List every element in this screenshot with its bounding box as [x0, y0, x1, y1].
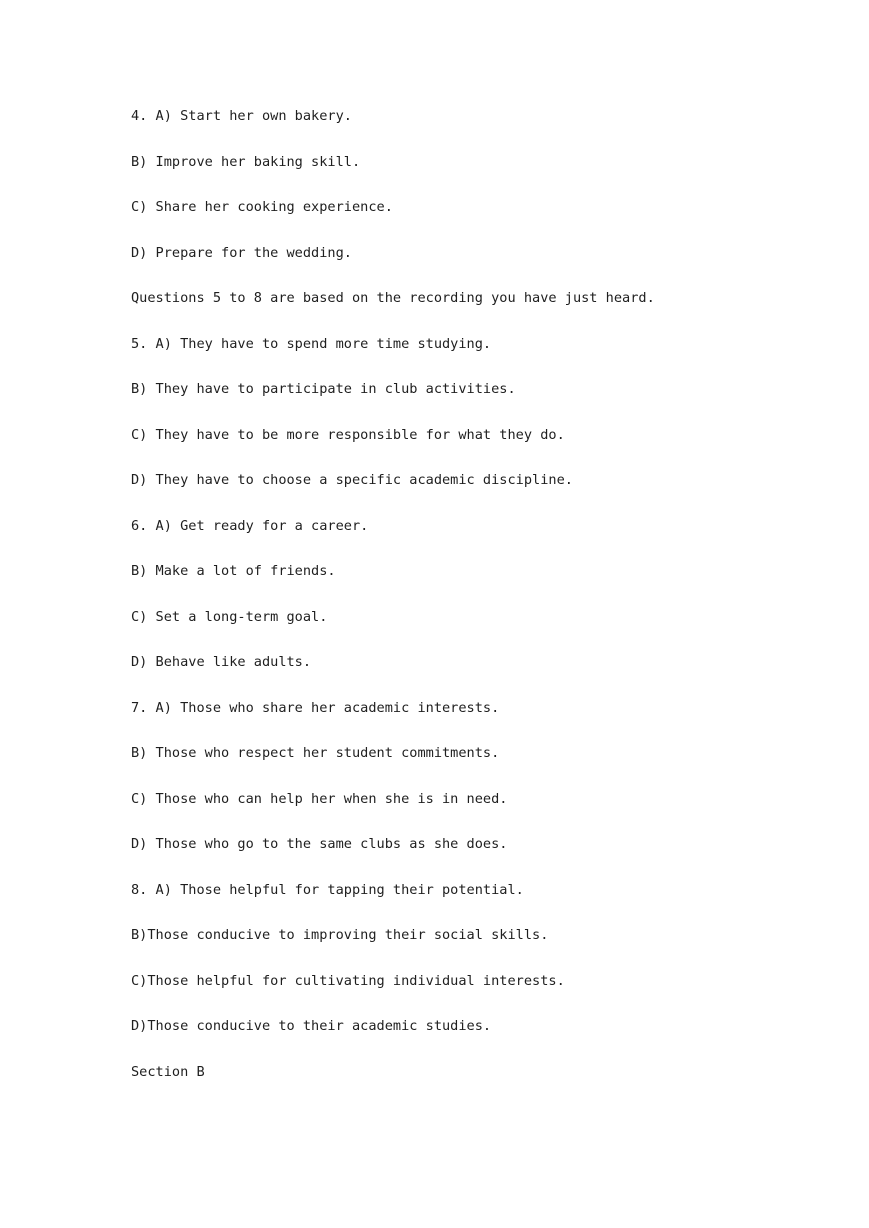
question-8-option-d: D)Those conducive to their academic studies.: [131, 1018, 492, 1034]
question-5-option-c: C) They have to be more responsible for what they do.: [131, 426, 565, 443]
question-6-option-b: B) Make a lot of friends.: [131, 563, 336, 579]
text-lines: [131, 105, 655, 1106]
question-8-option-b: B)Those conducive to improving their social skills.: [131, 927, 549, 943]
question-5-option-a: 5. A) They have to spend more time studying.: [131, 335, 492, 352]
question-8-option-c: C)Those helpful for cultivating individual interests.: [131, 972, 565, 989]
question-5-option-b: B) They have to participate in club activities.: [131, 381, 516, 397]
question-4-option-d: D) Prepare for the wedding.: [131, 244, 352, 261]
question-7-option-d: D) Those who go to the same clubs as she does.: [131, 836, 508, 852]
question-6-option-a: 6. A) Get ready for a career.: [131, 517, 369, 534]
question-4-option-c: C) Share her cooking experience.: [131, 199, 393, 215]
section-heading: Section B: [131, 1063, 205, 1080]
question-4-option-b: B) Improve her baking skill.: [131, 153, 361, 170]
question-7-option-b: B) Those who respect her student commitments.: [131, 745, 500, 761]
question-6-option-c: C) Set a long-term goal.: [131, 608, 328, 625]
question-6-option-d: D) Behave like adults.: [131, 654, 312, 670]
question-5-option-d: D) They have to choose a specific academic discipline.: [131, 472, 573, 488]
questions-5-8-instruction: Questions 5 to 8 are based on the recording you have just heard.: [131, 290, 655, 306]
question-4-option-a: 4. A) Start her own bakery.: [131, 108, 352, 124]
question-8-option-a: 8. A) Those helpful for tapping their potential.: [131, 881, 524, 898]
question-7-option-a: 7. A) Those who share her academic interests.: [131, 699, 500, 716]
question-7-option-c: C) Those who can help her when she is in need.: [131, 790, 508, 807]
